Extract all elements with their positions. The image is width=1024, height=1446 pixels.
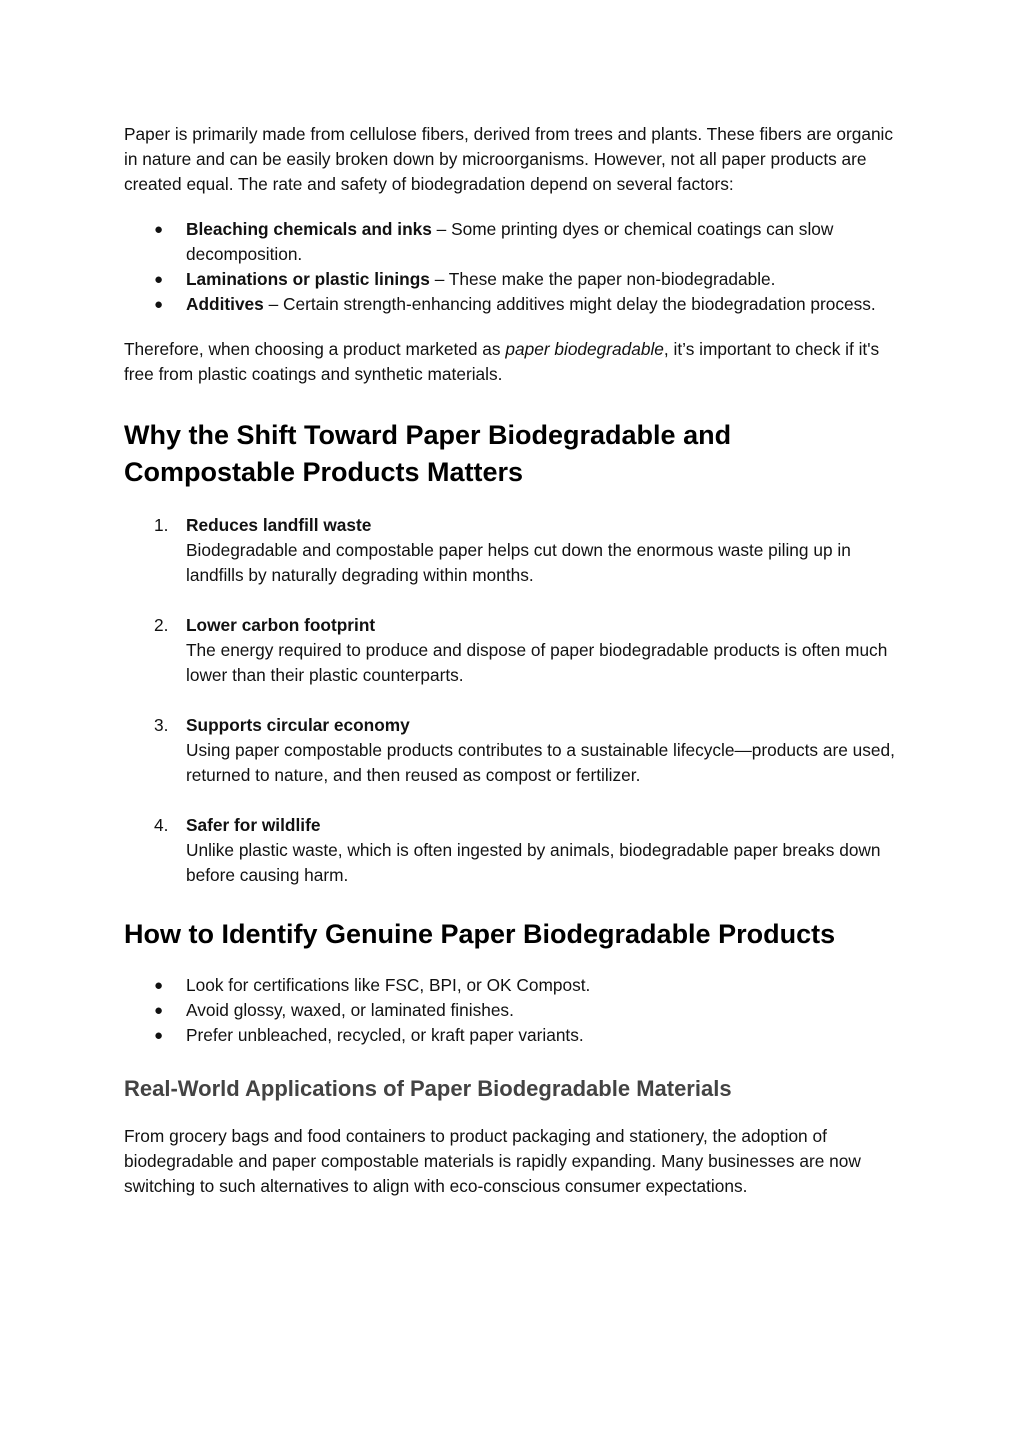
reason-text: Biodegradable and compostable paper helps cut down the enormous waste piling up in landfills by naturally degrading within months. (186, 540, 851, 585)
therefore-emphasis: paper biodegradable (505, 339, 664, 359)
list-item (124, 513, 904, 588)
list-number: 4. (154, 815, 169, 835)
reason-text: Using paper compostable products contributes to a sustainable lifecycle—products are used, returned to nature, and then reused as compost or fertilizer. (186, 740, 895, 785)
list-number: 2. (154, 615, 169, 635)
reason-title: Safer for wildlife (186, 815, 321, 835)
bullet-icon: ● (154, 296, 164, 313)
list-item (124, 267, 904, 292)
bullet-icon: ● (154, 977, 164, 994)
therefore-paragraph (124, 337, 904, 387)
factors-list (124, 217, 904, 317)
factor-text: – Certain strength-enhancing additives might delay the biodegradation process. (263, 294, 876, 314)
factor-term: Laminations or plastic linings (186, 269, 430, 289)
tip-text: Avoid glossy, waxed, or laminated finishes. (186, 1000, 514, 1020)
why-heading: Why the Shift Toward Paper Biodegradable and Compostable Products Matters (124, 420, 732, 487)
list-number: 3. (154, 715, 169, 735)
bullet-icon: ● (154, 1027, 164, 1044)
bullet-icon: ● (154, 221, 164, 238)
list-item (124, 292, 904, 317)
tips-list (124, 973, 904, 1048)
list-item (124, 973, 904, 998)
intro-paragraph: Paper is primarily made from cellulose fibers, derived from trees and plants. These fibers are organic in nature and can be easily broken down by microorganisms. However, not all paper products are created equal. The rate and safety of biodegradation depend on several factors: (124, 124, 894, 194)
factor-term: Bleaching chemicals and inks (186, 219, 432, 239)
reason-title: Supports circular economy (186, 715, 410, 735)
list-item (124, 713, 904, 788)
reason-text: Unlike plastic waste, which is often ingested by animals, biodegradable paper breaks down before causing harm. (186, 840, 881, 885)
reasons-list (124, 513, 904, 888)
tip-text: Look for certifications like FSC, BPI, or OK Compost. (186, 975, 591, 995)
reason-title: Reduces landfill waste (186, 515, 372, 535)
reason-title: Lower carbon footprint (186, 615, 376, 635)
factor-term: Additives (186, 294, 264, 314)
bullet-icon: ● (154, 1002, 164, 1019)
list-item (124, 813, 904, 888)
reason-text: The energy required to produce and dispose of paper biodegradable products is often much lower than their plastic counterparts. (186, 640, 888, 685)
document-page (124, 122, 904, 1199)
list-item (124, 998, 904, 1023)
list-item (124, 217, 904, 267)
list-item (124, 1023, 904, 1048)
tip-text: Prefer unbleached, recycled, or kraft paper variants. (186, 1025, 584, 1045)
real-world-paragraph: From grocery bags and food containers to product packaging and stationery, the adoption of biodegradable and paper compostable materials is rapidly expanding. Many businesses are now switching to such alternatives to align with eco-conscious consumer expectations. (124, 1126, 861, 1196)
list-item (124, 613, 904, 688)
list-number: 1. (154, 515, 169, 535)
real-world-heading: Real-World Applications of Paper Biodegradable Materials (124, 1076, 732, 1101)
bullet-icon: ● (154, 271, 164, 288)
how-heading: How to Identify Genuine Paper Biodegradable Products (124, 919, 836, 949)
factor-text: – These make the paper non-biodegradable. (429, 269, 776, 289)
factor-text: – Some printing dyes or chemical coatings can slow decomposition. (186, 219, 834, 264)
therefore-after: , it’s important to check if it's free from plastic coatings and synthetic materials. (124, 339, 880, 384)
therefore-before: Therefore, when choosing a product marketed as (124, 339, 506, 359)
